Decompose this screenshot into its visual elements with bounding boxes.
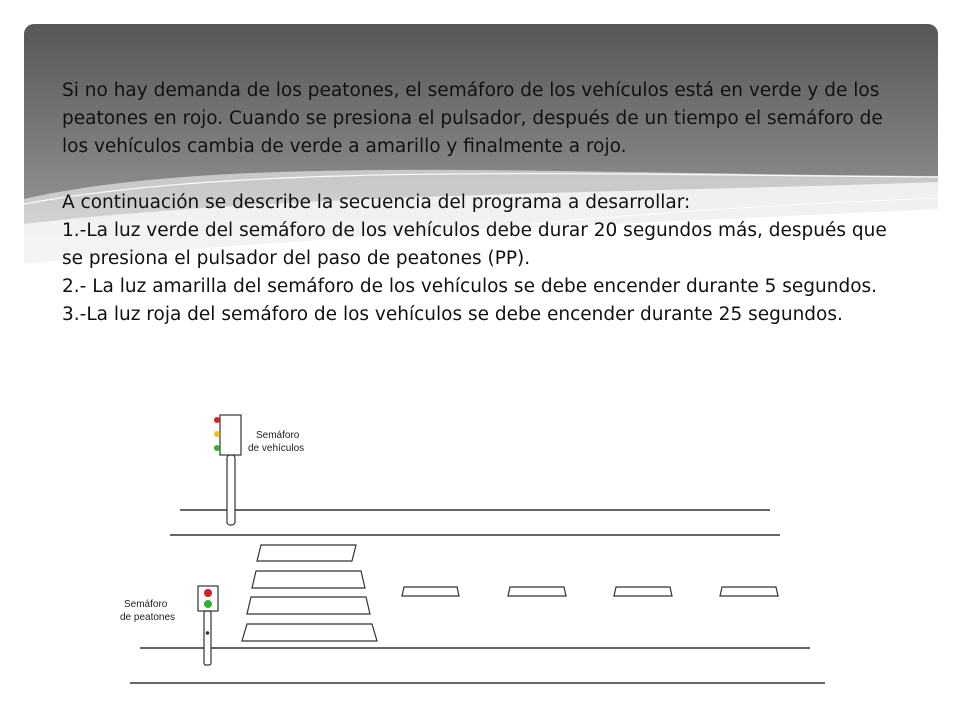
vehicle-light-pole — [227, 455, 235, 525]
vehicle-traffic-light — [214, 415, 304, 525]
push-button-icon — [206, 631, 210, 635]
sequence-heading: A continuación se describe la secuencia del programa a desarrollar: — [62, 192, 691, 213]
body-text — [62, 77, 912, 329]
vehicle-light-housing — [220, 415, 241, 455]
crosswalk-stripe — [252, 571, 365, 588]
crosswalk-diagram-svg — [120, 400, 840, 700]
sequence-step: 3.-La luz roja del semáforo de los vehículos se debe encender durante 25 segundos. — [62, 304, 843, 325]
pedestrian-light-label-line1: Semáforo — [124, 599, 168, 610]
pedestrian-light-pole — [204, 611, 211, 665]
intro-paragraph: Si no hay demanda de los peatones, el semáforo de los vehículos está en verde y de los peatones en rojo. Cuando se presiona el pulsador, después de un tiempo el semáforo de los vehículos cambia de verde a amarillo y finalmente a rojo. — [62, 80, 883, 157]
pedestrian-traffic-light — [120, 586, 218, 665]
lane-dash — [614, 587, 672, 596]
sequence-step: 2.- La luz amarilla del semáforo de los vehículos se debe encender durante 5 segundos. — [62, 276, 878, 297]
vehicle-yellow-light — [214, 431, 220, 437]
lane-dash — [720, 587, 778, 596]
crosswalk-stripe — [242, 624, 377, 641]
vehicle-red-light — [214, 417, 220, 423]
crosswalk-diagram — [120, 400, 840, 700]
paragraph-spacer — [62, 161, 912, 189]
sequence-step: 1.-La luz verde del semáforo de los vehículos debe durar 20 segundos más, después que se presiona el pulsador del paso de peatones (PP). — [62, 220, 887, 269]
pedestrian-red-light — [204, 589, 212, 597]
vehicle-light-label-line2: de vehículos — [248, 443, 305, 454]
crosswalk-stripe — [247, 597, 370, 614]
crosswalk-stripe — [257, 545, 356, 561]
vehicle-light-label-line1: Semáforo — [256, 430, 300, 441]
vehicle-green-light — [214, 445, 220, 451]
pedestrian-light-label-line2: de peatones — [120, 612, 176, 623]
lane-dash — [508, 587, 566, 596]
lane-dash — [402, 587, 459, 596]
pedestrian-green-light — [204, 600, 212, 608]
